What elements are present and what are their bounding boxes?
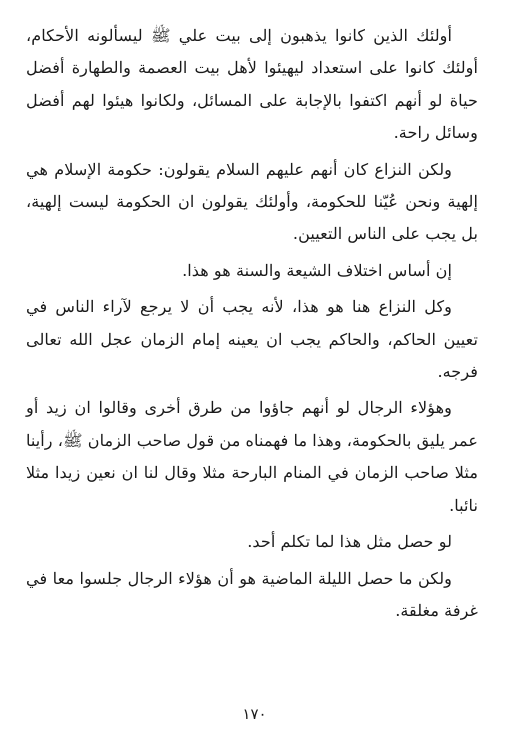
page-number: ١٧٠: [242, 705, 267, 723]
paragraph-1: أولئك الذين كانوا يذهبون إلى بيت علي ﷺ ليسألونه الأحكام، أولئك كانوا على استعداد ليهيئوا لأهل بيت العصمة والطهارة أفضل حياة لو أنهم اكتفوا بالإجابة على المسائل، ولكانوا هيئوا لهم أفضل وسائل راحة.: [26, 26, 478, 143]
paragraph-6: لو حصل مثل هذا لما تكلم أحد.: [247, 532, 452, 552]
paragraph-7: ولكن ما حصل الليلة الماضية هو أن هؤلاء الرجال جلسوا معا في غرفة مغلقة.: [26, 568, 478, 620]
paragraph-2: ولكن النزاع كان أنهم عليهم السلام يقولون: حكومة الإسلام هي إلهية ونحن عُيّنا للحكومة، وأولئك يقولون ان الحكومة ليست إلهية، بل يجب على الناس التعيين.: [26, 159, 478, 244]
paragraph-4: وكل النزاع هنا هو هذا، لأنه يجب أن لا يرجع لآراء الناس في تعيين الحاكم، والحاكم يجب ان يعينه إمام الزمان عجل الله تعالى فرجه.: [26, 297, 478, 382]
paragraph-3: إن أساس اختلاف الشيعة والسنة هو هذا.: [182, 260, 452, 280]
body-text: [26, 20, 478, 631]
paragraph-5: وهؤلاء الرجال لو أنهم جاؤوا من طرق أخرى وقالوا ان زيد أو عمر يليق بالحكومة، وهذا ما فهمناه من قول صاحب الزمان ﷺ، رأينا مثلا صاحب الزمان في المنام البارحة مثلا وقال لنا ان نعين زيدا مثلا نائبا.: [25, 398, 478, 515]
